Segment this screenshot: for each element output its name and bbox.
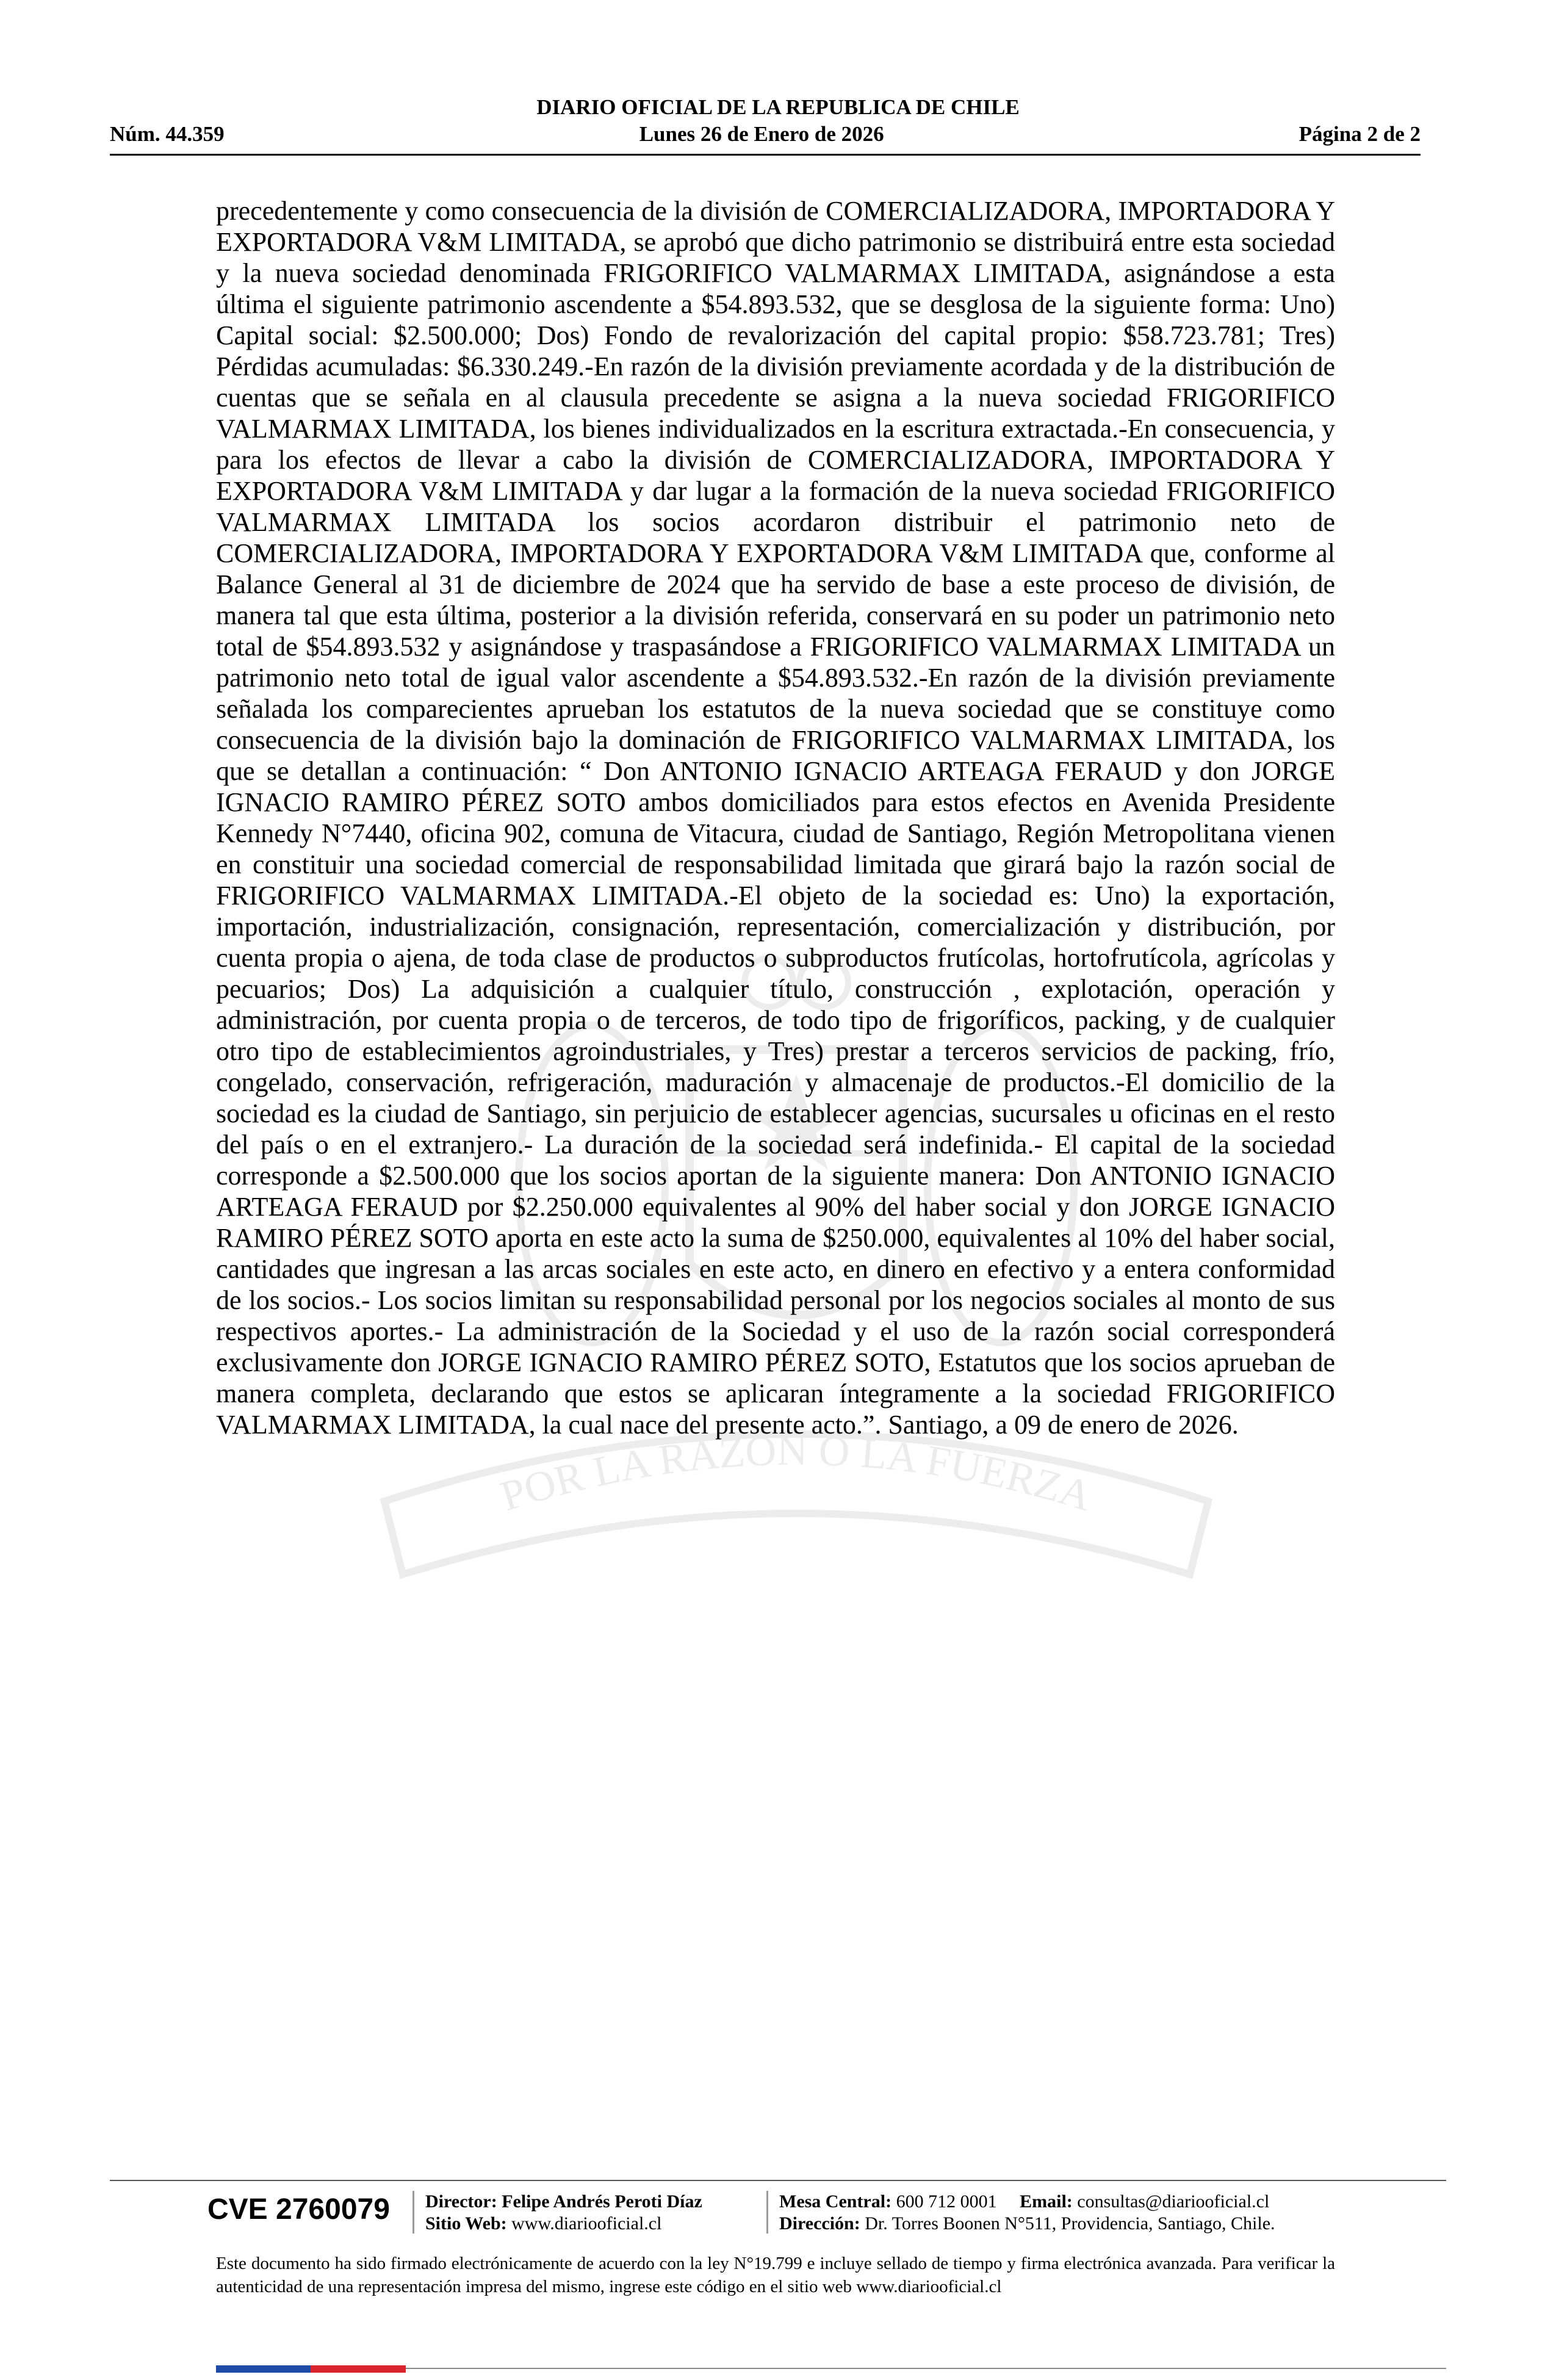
watermark-motto: POR LA RAZÓN O LA FUERZA — [495, 1427, 1098, 1521]
footer-contact-block — [779, 2191, 1275, 2235]
footer-separator — [412, 2191, 414, 2234]
email-label: Email: — [1020, 2191, 1073, 2212]
footer-director-block — [425, 2191, 702, 2235]
address-label: Dirección: — [779, 2213, 860, 2234]
header-row — [110, 122, 1421, 149]
site-link[interactable]: www.diariooficial.cl — [511, 2213, 662, 2234]
director-label: Director: — [425, 2191, 497, 2212]
newspaper-title: DIARIO OFICIAL DE LA REPUBLICA DE CHILE — [536, 95, 1020, 119]
page-indicator: Página 2 de 2 — [1298, 122, 1421, 146]
footer-separator — [766, 2191, 768, 2234]
email-link[interactable]: consultas@diariooficial.cl — [1077, 2191, 1270, 2212]
mesa-label: Mesa Central: — [779, 2191, 892, 2212]
bottom-divider — [406, 2368, 1446, 2369]
issue-date: Lunes 26 de Enero de 2026 — [639, 122, 884, 146]
cve-code: CVE 2760079 — [207, 2193, 390, 2226]
flag-stripe-red — [311, 2365, 406, 2373]
issue-number: Núm. 44.359 — [110, 122, 225, 146]
svg-text:POR LA RAZÓN O LA FUERZA — [495, 1427, 1098, 1520]
electronic-signature-notice: Este documento ha sido firmado electrónicamente de acuerdo con la ley N°19.799 e incluye sellado de tiempo y firma electrónica avanzada. Para verificar la autenticidad de una representación impresa del mismo, ingrese este código en el sitio web www.diariooficial.cl — [216, 2254, 1335, 2296]
address-value: Dr. Torres Boonen N°511, Providencia, Santiago, Chile. — [865, 2213, 1275, 2234]
director-name: Felipe Andrés Peroti Díaz — [502, 2191, 702, 2212]
header-divider — [110, 154, 1421, 156]
mesa-phone: 600 712 0001 — [896, 2191, 997, 2212]
site-label: Sitio Web: — [425, 2213, 507, 2234]
document-body: precedentemente y como consecuencia de la división de COMERCIALIZADORA, IMPORTADORA Y EXPORTADORA V&M LIMITADA, se aprobó que dicho patrimonio se distribuirá entre esta sociedad y la nueva sociedad denominada FRIGORIFICO VALMARMAX LIMITADA, asignándose a esta última el siguiente patrimonio ascendente a $54.893.532, que se desglosa de la siguiente forma: Uno) Capital social: $2.500.000; Dos) Fondo de revalorización del capital propio: $58.723.781; Tres) Pérdidas acumuladas: $6.330.249.-En razón de la división previamente acordada y de la distribución de cuentas que se señala en al clausula precedente se asigna a la nueva sociedad FRIGORIFICO VALMARMAX LIMITADA, los bienes individualizados en la escritura extractada.-En consecuencia, y para los efectos de llevar a cabo la división de COMERCIALIZADORA, IMPORTADORA Y EXPORTADORA V&M LIMITADA y dar lugar a la formación de la nueva sociedad FRIGORIFICO VALMARMAX LIMITADA los socios acordaron distribuir el patrimonio neto de COMERCIALIZADORA, IMPORTADORA Y EXPORTADORA V&M LIMITADA que, conforme al Balance General al 31 de diciembre de 2024 que ha servido de base a este proceso de división, de manera tal que esta última, posterior a la división referida, conservará en su poder un patrimonio neto total de $54.893.532 y asignándose y traspasándose a FRIGORIFICO VALMARMAX LIMITADA un patrimonio neto total de igual valor ascendente a $54.893.532.-En razón de la división previamente señalada los comparecientes aprueban los estatutos de la nueva sociedad que se constituye como consecuencia de la división bajo la dominación de FRIGORIFICO VALMARMAX LIMITADA, los que se detallan a continuación: “ Don ANTONIO IGNACIO ARTEAGA FERAUD y don JORGE IGNACIO RAMIRO PÉREZ SOTO ambos domiciliados para estos efectos en Avenida Presidente Kennedy N°7440, oficina 902, comuna de Vitacura, ciudad de Santiago, Región Metropolitana vienen en constituir una sociedad comercial de responsabilidad limitada que girará bajo la razón social de FRIGORIFICO VALMARMAX LIMITADA.-El objeto de la sociedad es: Uno) la exportación, importación, industrialización, consignación, representación, comercialización y distribución, por cuenta propia o ajena, de toda clase de productos o subproductos frutícolas, hortofrutícola, agrícolas y pecuarios; Dos) La adquisición a cualquier título, construcción , explotación, operación y administración, por cuenta propia o de terceros, de todo tipo de frigoríficos, packing, y de cualquier otro tipo de establecimientos agroindustriales, y Tres) prestar a terceros servicios de packing, frío, congelado, conservación, refrigeración, maduración y almacenaje de productos.-El domicilio de la sociedad es la ciudad de Santiago, sin perjuicio de establecer agencias, sucursales u oficinas en el resto del país o en el extranjero.- La duración de la sociedad será indefinida.- El capital de la sociedad corresponde a $2.500.000 que los socios aportan de la siguiente manera: Don ANTONIO IGNACIO ARTEAGA FERAUD por $2.250.000 equivalentes al 90% del haber social y don JORGE IGNACIO RAMIRO PÉREZ SOTO aporta en este acto la suma de $250.000, equivalentes al 10% del haber social, cantidades que ingresan a las arcas sociales en este acto, en dinero en efectivo y a entera conformidad de los socios.- Los socios limitan su responsabilidad personal por los negocios sociales al monto de sus respectivos aportes.- La administración de la Sociedad y el uso de la razón social corresponderá exclusivamente don JORGE IGNACIO RAMIRO PÉREZ SOTO, Estatutos que los socios aprueban de manera completa, declarando que estos se aplicaran íntegramente a la sociedad FRIGORIFICO VALMARMAX LIMITADA, la cual nace del presente acto.”. Santiago, a 09 de enero de 2026. — [216, 196, 1335, 1440]
footer-divider — [110, 2180, 1446, 2181]
flag-stripe-blue — [216, 2365, 311, 2373]
